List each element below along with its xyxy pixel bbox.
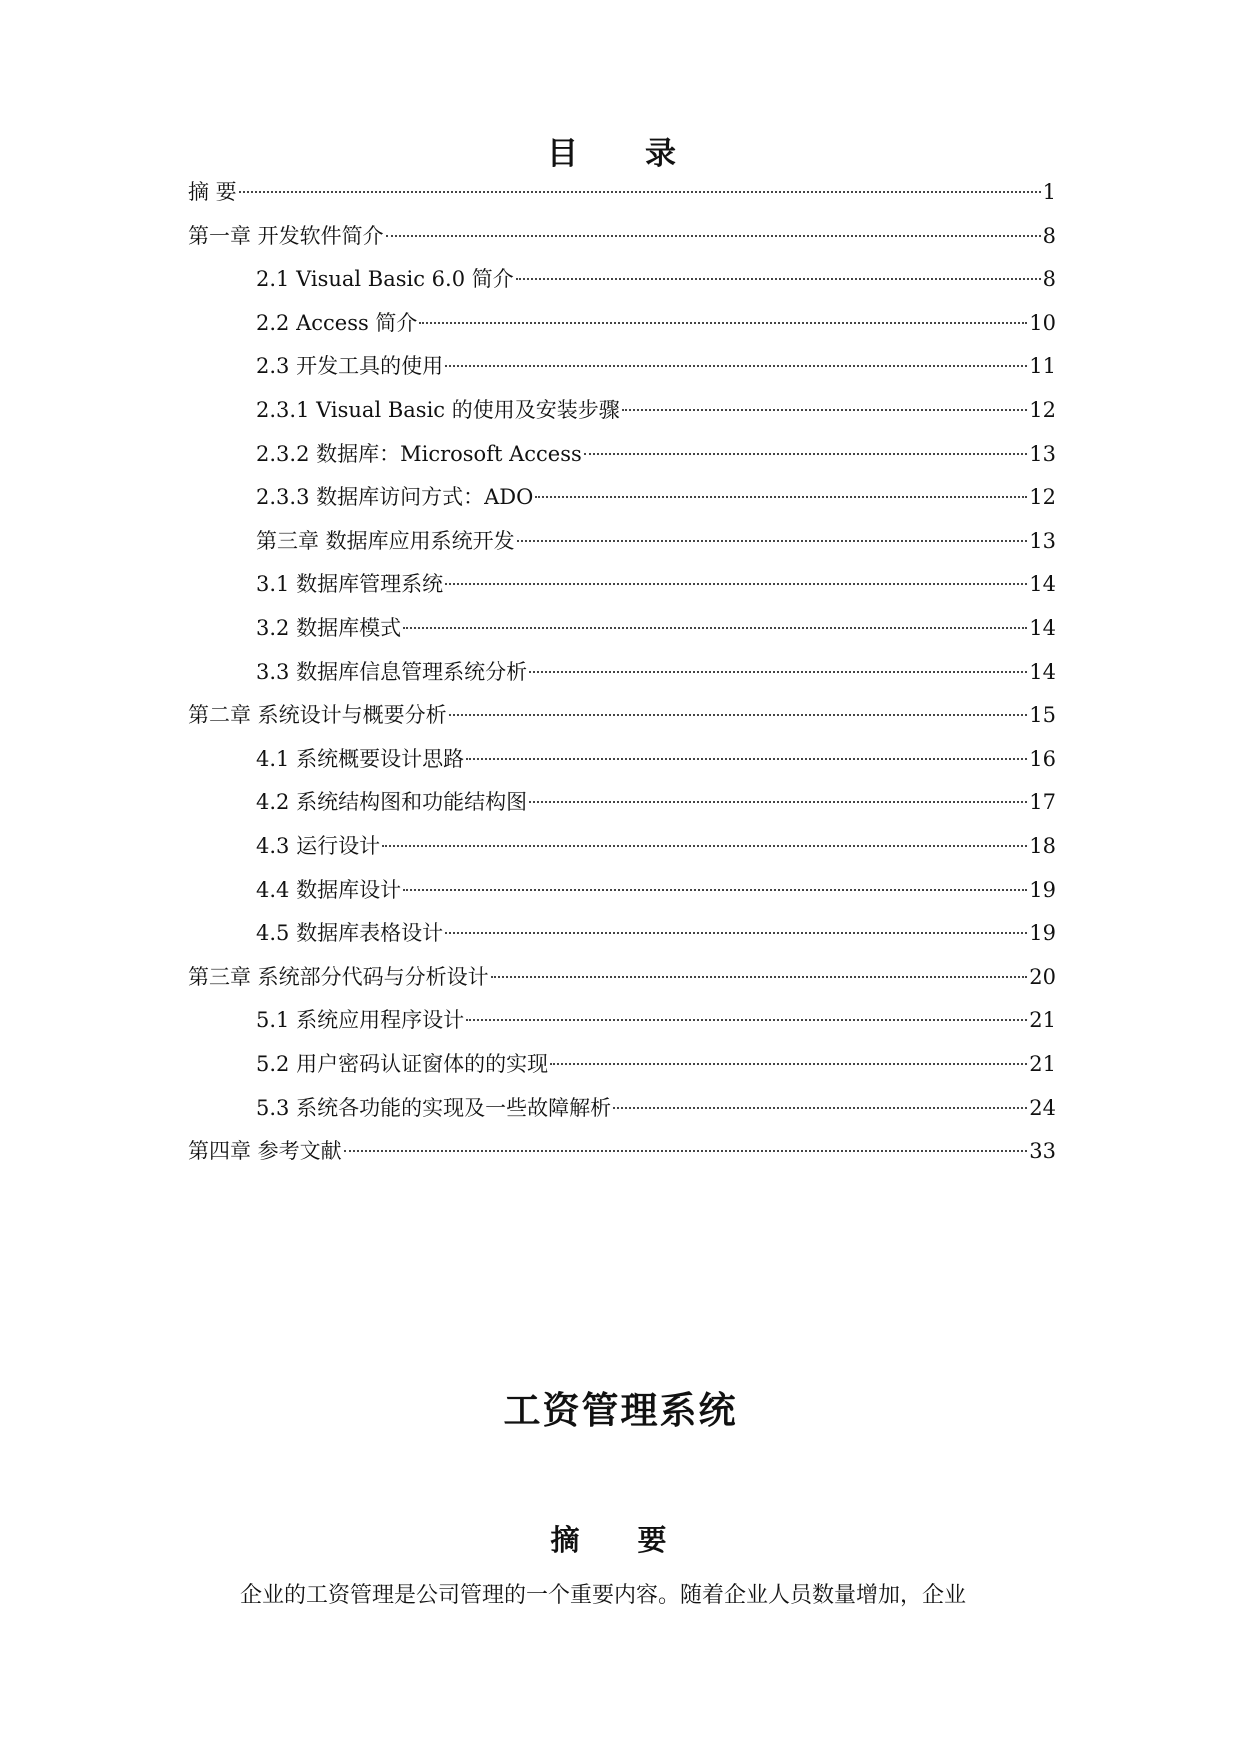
toc-dot-leader	[344, 1150, 1028, 1152]
toc-entry-page-number: 20	[1029, 964, 1056, 989]
toc-entry-page-number: 10	[1029, 310, 1056, 335]
toc-dot-leader	[550, 1063, 1027, 1065]
toc-entry-page-number: 8	[1042, 223, 1056, 248]
toc-dot-leader	[516, 278, 1041, 280]
toc-entry-page-number: 12	[1029, 485, 1056, 510]
toc-entry-label: 4.5 数据库表格设计	[256, 921, 444, 946]
toc-entry-page-number: 16	[1029, 746, 1056, 771]
toc-entry[interactable]	[188, 1134, 1056, 1168]
toc-entry[interactable]	[256, 567, 1056, 601]
toc-dot-leader	[445, 365, 1027, 367]
toc-entry[interactable]	[256, 916, 1056, 950]
toc-entry-page-number: 12	[1029, 398, 1056, 422]
toc-dot-leader	[445, 932, 1027, 934]
toc-entry-page-number: 24	[1029, 1095, 1056, 1120]
toc-dot-leader	[517, 540, 1028, 542]
toc-entry-label: 2.3.2 数据库：Microsoft Access	[256, 441, 582, 466]
toc-entry-page-number: 14	[1029, 659, 1056, 684]
toc-entry-label: 2.3.1 Visual Basic 的使用及安装步骤	[256, 398, 620, 422]
toc-entry-page-number: 21	[1029, 1052, 1056, 1076]
toc-dot-leader	[584, 453, 1028, 455]
toc-entry-page-number: 11	[1029, 354, 1056, 379]
toc-dot-leader	[529, 801, 1027, 803]
toc-entry-page-number: 15	[1029, 703, 1056, 728]
toc-entry-label: 3.1 数据库管理系统	[256, 572, 444, 597]
toc-entry[interactable]	[256, 1003, 1056, 1037]
toc-dot-leader	[445, 583, 1027, 585]
toc-entry[interactable]	[256, 873, 1056, 907]
toc-entry[interactable]	[256, 393, 1056, 427]
toc-entry[interactable]	[256, 262, 1056, 296]
toc-entry-label: 4.3 运行设计	[256, 834, 381, 858]
toc-entry[interactable]	[256, 829, 1056, 863]
toc-entry-page-number: 18	[1029, 834, 1056, 858]
toc-entry-label: 3.3 数据库信息管理系统分析	[256, 659, 528, 684]
toc-entry[interactable]	[256, 1091, 1056, 1125]
toc-entry[interactable]	[256, 785, 1056, 819]
toc-entry-page-number: 14	[1029, 572, 1056, 597]
toc-entry[interactable]	[256, 306, 1056, 340]
abstract-paragraph: 企业的工资管理是公司管理的一个重要内容。随着企业人员数量增加，企业	[240, 1583, 967, 1608]
toc-entry-page-number: 19	[1029, 921, 1056, 946]
toc-dot-leader	[449, 714, 1028, 716]
toc-title: 目 录	[547, 136, 694, 172]
toc-entry-label: 第一章 开发软件简介	[188, 223, 384, 248]
toc-entry-page-number: 33	[1029, 1139, 1056, 1164]
toc-entry[interactable]	[188, 960, 1056, 994]
toc-entry-label: 2.3.3 数据库访问方式：ADO	[256, 485, 534, 510]
toc-entry-label: 2.3 开发工具的使用	[256, 354, 444, 379]
toc-dot-leader	[403, 627, 1027, 629]
toc-dot-leader	[403, 889, 1027, 891]
toc-entry[interactable]	[256, 437, 1056, 471]
toc-entry-label: 5.2 用户密码认证窗体的的实现	[256, 1052, 549, 1076]
toc-entry-page-number: 8	[1042, 267, 1056, 292]
toc-entry-label: 第二章 系统设计与概要分析	[188, 703, 447, 728]
toc-entry-page-number: 13	[1029, 528, 1056, 553]
toc-entry-label: 3.2 数据库模式	[256, 616, 402, 640]
toc-entry[interactable]	[188, 175, 1056, 209]
toc-dot-leader	[419, 322, 1027, 324]
toc-entry-label: 第四章 参考文献	[188, 1139, 342, 1164]
toc-entry[interactable]	[256, 349, 1056, 383]
document-title: 工资管理系统	[503, 1388, 738, 1432]
toc-dot-leader	[239, 191, 1041, 193]
toc-entry-label: 2.1 Visual Basic 6.0 简介	[256, 267, 514, 292]
abstract-heading: 摘 要	[550, 1523, 691, 1557]
toc-entry-label: 第三章 系统部分代码与分析设计	[188, 964, 489, 989]
toc-entry-page-number: 19	[1029, 877, 1056, 902]
toc-entry-page-number: 17	[1029, 790, 1056, 815]
toc-dot-leader	[382, 845, 1027, 847]
toc-entry-page-number: 13	[1029, 441, 1056, 466]
toc-entry[interactable]	[256, 1047, 1056, 1081]
toc-entry-label: 5.3 系统各功能的实现及一些故障解析	[256, 1095, 612, 1120]
toc-entry-label: 摘 要	[188, 180, 237, 204]
toc-entry-page-number: 1	[1042, 180, 1056, 204]
toc-entry[interactable]	[256, 524, 1056, 558]
toc-entry[interactable]	[256, 655, 1056, 689]
toc-entry-label: 5.1 系统应用程序设计	[256, 1008, 465, 1033]
toc-entry-page-number: 21	[1029, 1008, 1056, 1033]
toc-entry-page-number: 14	[1029, 616, 1056, 640]
toc-entry-label: 2.2 Access 简介	[256, 310, 418, 335]
toc-dot-leader	[622, 409, 1028, 411]
toc-entry[interactable]	[256, 480, 1056, 514]
toc-entry[interactable]	[188, 698, 1056, 732]
toc-entry[interactable]	[256, 742, 1056, 776]
toc-entry[interactable]	[188, 219, 1056, 253]
toc-dot-leader	[386, 235, 1041, 237]
toc-dot-leader	[491, 976, 1028, 978]
toc-entry-label: 4.2 系统结构图和功能结构图	[256, 790, 528, 815]
toc-dot-leader	[535, 496, 1027, 498]
toc-entry-label: 4.4 数据库设计	[256, 877, 402, 902]
toc-dot-leader	[466, 1019, 1027, 1021]
toc-entry[interactable]	[256, 611, 1056, 645]
toc-dot-leader	[529, 671, 1027, 673]
toc-entry-label: 第三章 数据库应用系统开发	[256, 528, 515, 553]
toc-entry-label: 4.1 系统概要设计思路	[256, 746, 465, 771]
toc-dot-leader	[466, 758, 1027, 760]
toc-dot-leader	[613, 1107, 1027, 1109]
